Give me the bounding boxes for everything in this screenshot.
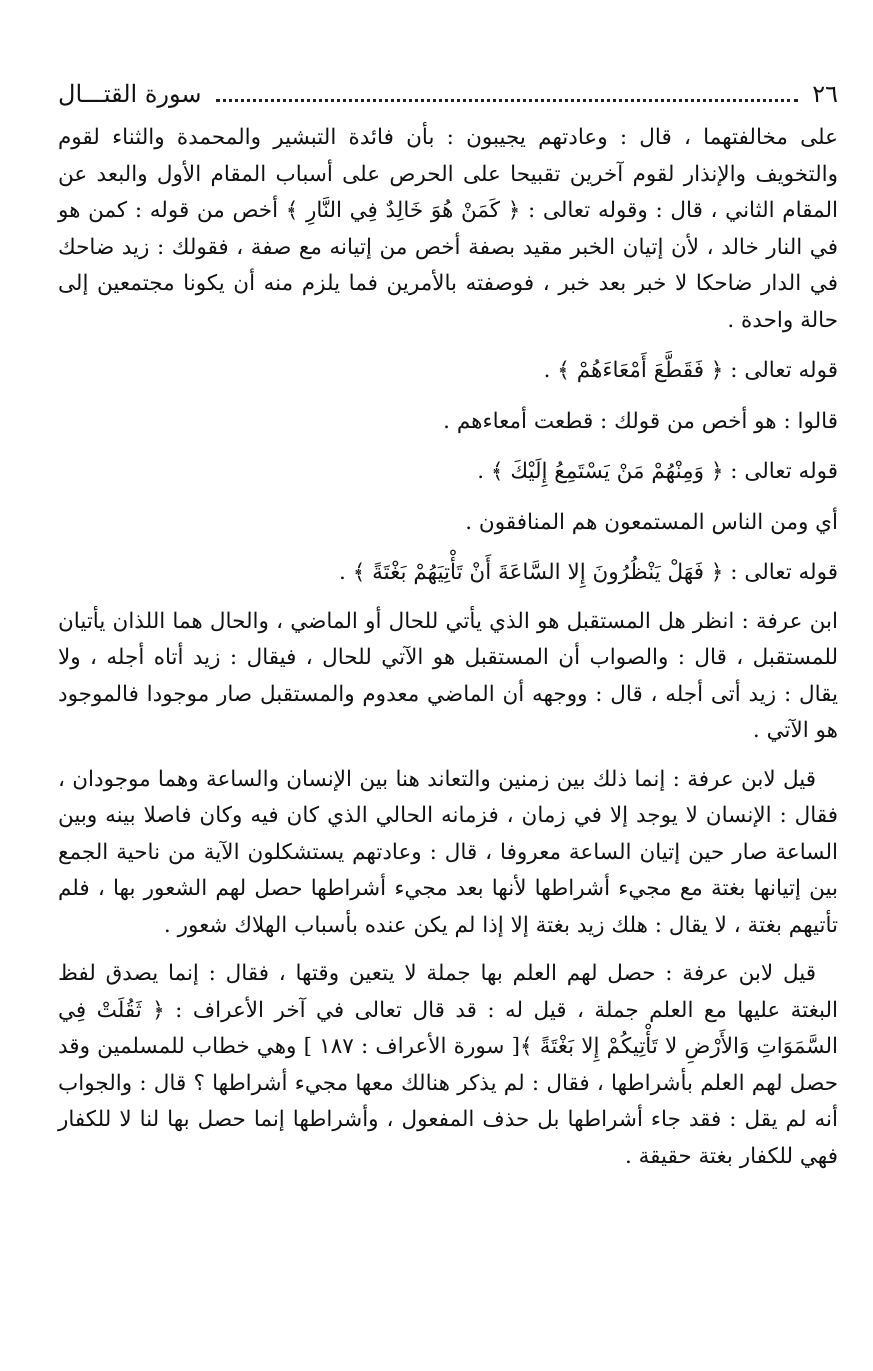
paragraph: ابن عرفة : انظر هل المستقبل هو الذي يأتي للحال أو الماضي ، والحال هما اللذان يأتيان للمستقبل ، قال : والصواب أن المستقبل هو الآتي للحال ، فيقال : زيد أتاه أجله ، ولا يقال : زيد أتى أجله ، قال : ووجهه أن الماضي معدوم والمستقبل صار موجودا فالموجود هو الآتي . <box>58 608 838 743</box>
paragraph: قالوا : هو أخص من قولك : قطعت أمعاءهم . <box>443 408 838 434</box>
surah-title: سورة القتـــال <box>58 80 202 108</box>
verse-line: قوله تعالى : ﴿ فَهَلْ يَنْظُرُونَ إِلا السَّاعَةَ أَنْ تَأْتِيَهُمْ بَغْتَةً ﴾ . <box>339 560 838 585</box>
paragraph: قيل لابن عرفة : حصل لهم العلم بها جملة لا يتعين وقتها ، فقال : إنما يصدق لفظ البغتة عليها مع العلم جملة ، قيل له : قد قال تعالى في آخر الأعراف : ﴿ ثَقُلَتْ فِي السَّمَوَاتِ وَالأَرْضِ لا تَأْتِيكُمْ إِلا بَغْتَةً ﴾[ سورة الأعراف : ١٨٧ ] وهي خطاب للمسلمين وقد حصل لهم العلم بأشراطها ، فقال : لم يذكر هنالك معها مجيء أشراطها ؟ قال : والجواب أنه لم يقل : فقد جاء أشراطها بل حذف المفعول ، وأشراطها إنما حصل بها لنا لا للكفار فهي للكفار بغتة حقيقة . <box>58 961 839 1169</box>
page-body <box>58 120 838 1175</box>
paragraph: قيل لابن عرفة : إنما ذلك بين زمنين والتعاند هنا بين الإنسان والساعة وهما موجودان ، فقال : الإنسان لا يوجد إلا في زمان ، فزمانه الحالي الذي كان فيه وكان فاصلا بينه وبين الساعة صار حين إتيان الساعة معروفا ، قال : وعادتهم يستشكلون الآية من ناحية الجمع بين إتيانها بغتة مع مجيء أشراطها لأنها بعد مجيء أشراطها حصل لهم الشعور بها ، فلم تأتيهم بغتة ، لا يقال : هلك زيد بغتة إلا إذا لم يكن عنده بأسباب الهلاك شعور . <box>58 766 838 938</box>
verse-line: قوله تعالى : ﴿ فَقَطَّعَ أَمْعَاءَهُمْ ﴾ . <box>543 358 838 383</box>
book-page <box>58 80 838 1175</box>
paragraph: على مخالفتهما ، قال : وعادتهم يجيبون : بأن فائدة التبشير والمحمدة والثناء لقوم والتخويف والإنذار لقوم آخرين تقبيحا على الحرص على أسباب المقام الأول والبعد عن المقام الثاني ، قال : وقوله تعالى : ﴿ كَمَنْ هُوَ خَالِدٌ فِي النَّارِ ﴾ أخص من قوله : كمن هو في النار خالد ، لأن إتيان الخبر مقيد بصفة أخص من إتيانه مع صفة ، فقولك : زيد ضاحك في الدار ضاحكا لا خبر بعد خبر ، فوصفته بالأمرين فما يلزم منه أن يكونا مجتمعين إلى حالة واحدة . <box>58 125 838 333</box>
header-dotted-leader <box>216 99 799 102</box>
verse-line: قوله تعالى : ﴿ وَمِنْهُمْ مَنْ يَسْتَمِعُ إِلَيْكَ ﴾ . <box>477 459 838 484</box>
paragraph: أي ومن الناس المستمعون هم المنافقون . <box>465 509 838 535</box>
page-number: ٢٦ <box>812 80 838 108</box>
page-header <box>58 80 838 120</box>
